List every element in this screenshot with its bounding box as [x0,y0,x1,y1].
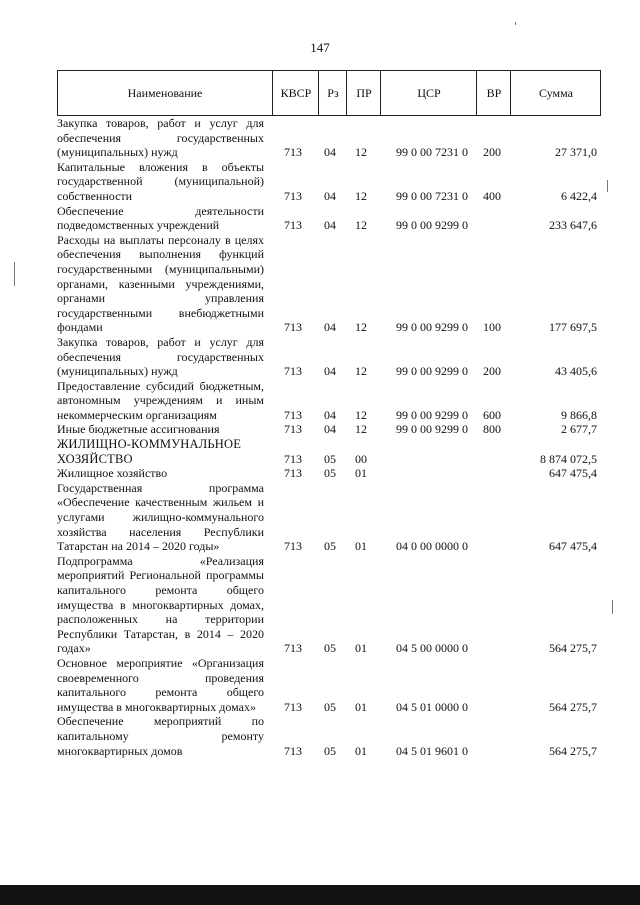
row-sum: 27 371,0 [555,145,597,160]
table-row [57,335,609,379]
row-vr: 200 [483,145,501,160]
row-vr: 200 [483,364,501,379]
table-row [57,379,609,423]
row-rz: 05 [324,539,336,554]
row-sum: 6 422,4 [561,188,597,203]
scan-speck [607,180,608,192]
col-header-pr: ПР [346,71,381,115]
row-sum: 43 405,6 [555,364,597,379]
row-pr: 12 [355,188,367,203]
row-pr: 01 [355,539,367,554]
row-kvsr: 713 [284,451,302,466]
row-vr: 600 [483,407,501,422]
row-kvsr: 713 [284,539,302,554]
col-header-sum: Сумма [510,71,601,115]
row-csr: 04 5 00 0000 0 [396,641,468,656]
row-kvsr: 713 [284,743,302,758]
table-row [57,481,609,554]
row-kvsr: 713 [284,364,302,379]
page-number: 147 [310,40,330,55]
scan-border-bar [0,885,640,905]
row-name: Иные бюджетные ассигнования [57,422,220,437]
table-row [57,466,609,481]
col-header-rz: Рз [318,71,347,115]
row-name: Обеспечение мероприятий по капитальному ремонту многоквартирных домов [57,714,264,758]
row-csr: 99 0 00 9299 0 [396,407,468,422]
row-name: Капитальные вложения в объекты государственной (муниципальной) собственности [57,159,264,203]
row-pr: 12 [355,218,367,233]
row-vr: 100 [483,320,501,335]
table-row [57,233,609,335]
row-pr: 12 [355,422,367,437]
row-name: Государственная программа «Обеспечение качественным жильем и услугами жилищно-коммунального хозяйства населения Республики Татарстан на 2014 – 2020 годы» [57,480,264,554]
row-kvsr: 713 [284,145,302,160]
row-name: Предоставление субсидий бюджетным, автономным учреждениям и иным некоммерческим организациям [57,378,264,422]
row-vr: 800 [483,422,501,437]
row-csr: 99 0 00 7231 0 [396,188,468,203]
row-kvsr: 713 [284,466,302,481]
row-name: Обеспечение деятельности подведомственных учреждений [57,203,264,233]
row-pr: 01 [355,699,367,714]
row-sum: 8 874 072,5 [540,451,597,466]
scan-speck [612,600,613,614]
row-rz: 04 [324,422,336,437]
table-row [57,160,609,204]
row-sum: 177 697,5 [549,320,597,335]
row-pr: 12 [355,320,367,335]
table-row [57,437,609,466]
row-sum: 233 647,6 [549,218,597,233]
row-rz: 05 [324,743,336,758]
row-csr: 04 5 01 0000 0 [396,699,468,714]
row-csr: 04 0 00 0000 0 [396,539,468,554]
row-pr: 01 [355,466,367,481]
row-name: Подпрограмма «Реализация мероприятий Региональной программы капитального ремонта общего имущества в многоквартирных домах, расположенных на территории Республики Татарстан, в 2014 – 2020 годах» [57,553,264,656]
row-kvsr: 713 [284,641,302,656]
row-pr: 12 [355,145,367,160]
row-pr: 01 [355,641,367,656]
row-name: Основное мероприятие «Организация своевременного проведения капитального ремонта общего имущества в многоквартирных домах» [57,655,264,714]
row-kvsr: 713 [284,422,302,437]
row-kvsr: 713 [284,407,302,422]
row-name: Закупка товаров, работ и услуг для обеспечения государственных (муниципальных) нужд [57,116,264,160]
row-kvsr: 713 [284,320,302,335]
row-pr: 00 [355,451,367,466]
row-sum: 2 677,7 [561,422,597,437]
row-sum: 647 475,4 [549,466,597,481]
row-pr: 12 [355,407,367,422]
row-csr: 04 5 01 9601 0 [396,743,468,758]
row-rz: 05 [324,466,336,481]
row-name: Жилищное хозяйство [57,466,168,481]
table-header [57,70,601,116]
row-rz: 04 [324,320,336,335]
row-csr: 99 0 00 9299 0 [396,422,468,437]
row-kvsr: 713 [284,188,302,203]
scan-speck [515,22,516,25]
row-name: Закупка товаров, работ и услуг для обеспечения государственных (муниципальных) нужд [57,334,264,379]
row-sum: 564 275,7 [549,699,597,714]
row-rz: 04 [324,364,336,379]
col-header-name: Наименование [127,86,203,100]
row-rz: 04 [324,145,336,160]
row-name: ЖИЛИЩНО-КОММУНАЛЬНОЕ ХОЗЯЙСТВО [57,437,242,466]
row-sum: 564 275,7 [549,743,597,758]
row-csr: 99 0 00 7231 0 [396,145,468,160]
row-rz: 04 [324,188,336,203]
col-header-vr: ВР [476,71,511,115]
row-csr: 99 0 00 9299 0 [396,320,468,335]
row-vr: 400 [483,188,501,203]
table-row [57,422,609,437]
row-csr: 99 0 00 9299 0 [396,364,468,379]
row-pr: 01 [355,743,367,758]
table-row [57,656,609,714]
row-name: Расходы на выплаты персоналу в целях обеспечения выполнения функций государственными (муниципальными) органами, казенными учреждениями, органами управления государственными внебюджетными фондами [57,232,264,335]
row-kvsr: 713 [284,699,302,714]
row-sum: 564 275,7 [549,641,597,656]
row-pr: 12 [355,364,367,379]
table-row [57,204,609,233]
scan-speck [14,262,15,286]
row-sum: 9 866,8 [561,407,597,422]
table-row [57,714,609,758]
row-sum: 647 475,4 [549,539,597,554]
row-rz: 04 [324,218,336,233]
row-rz: 05 [324,641,336,656]
row-rz: 05 [324,699,336,714]
table-body [57,116,609,758]
row-csr: 99 0 00 9299 0 [396,218,468,233]
table-row [57,116,609,160]
col-header-kvsr: КВСР [272,71,319,115]
table-row [57,554,609,656]
row-rz: 04 [324,407,336,422]
row-kvsr: 713 [284,218,302,233]
col-header-csr: ЦСР [380,71,477,115]
row-rz: 05 [324,451,336,466]
